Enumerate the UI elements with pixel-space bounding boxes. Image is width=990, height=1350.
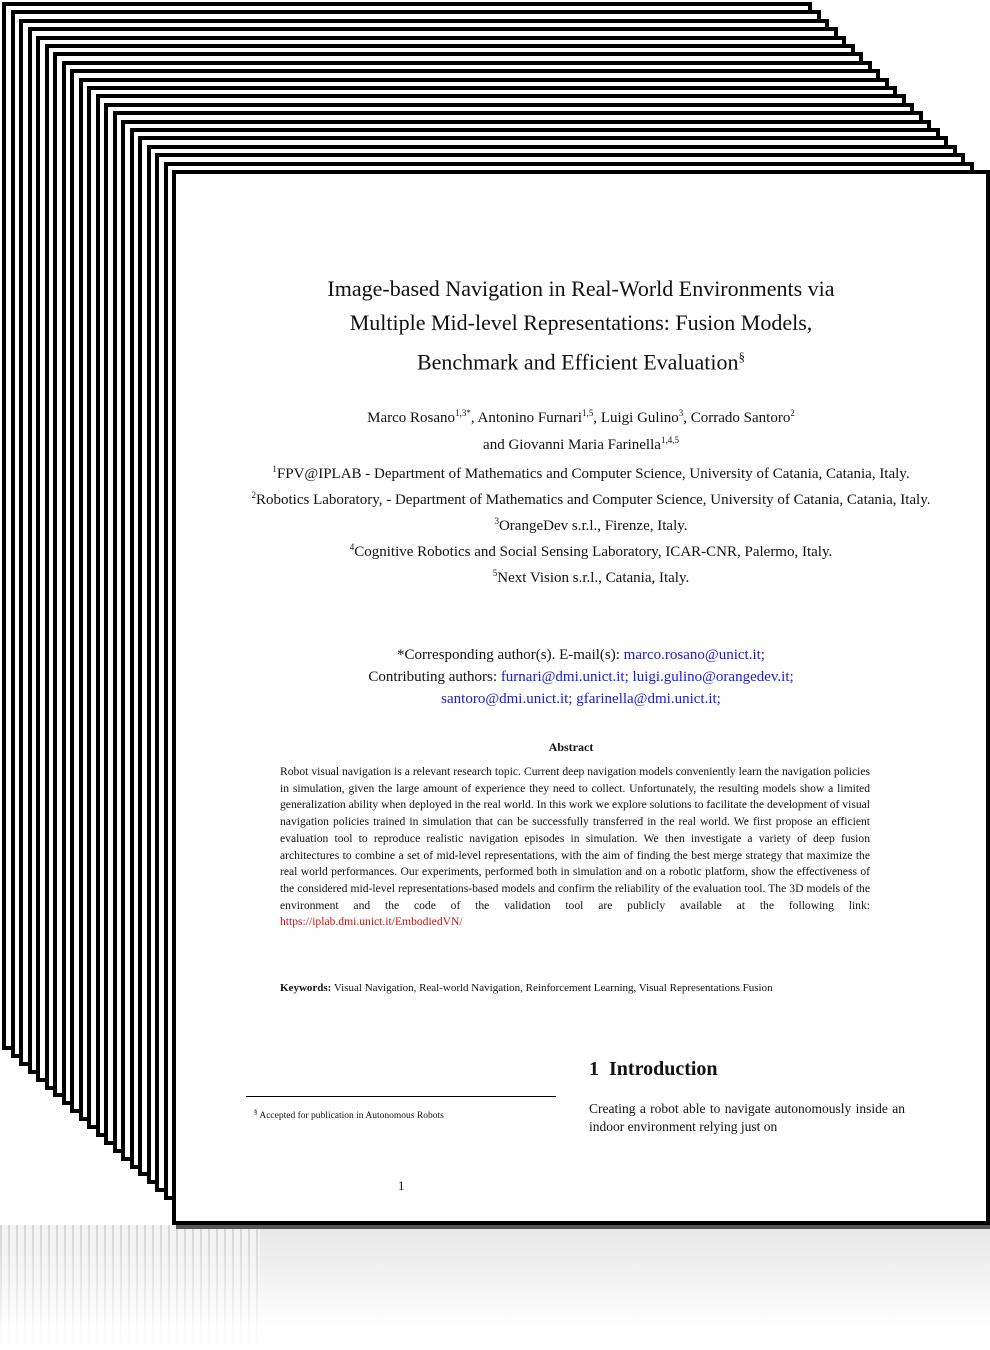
affiliation: $^3$OrangeDev s.r.l., Firenze, Italy.	[494, 516, 688, 534]
page-reflection	[0, 1225, 990, 1350]
introduction-text: Creating a robot able to navigate autonomously inside an indoor environment relying just on	[589, 1101, 905, 1134]
author-name: Corrado Santoro	[690, 410, 791, 426]
email-link[interactable]: gfarinella@dmi.unict.it;	[576, 691, 721, 707]
affiliation: $^4$Cognitive Robotics and Social Sensing Laboratory, ICAR-CNR, Palermo, Italy.	[349, 542, 833, 560]
project-url-link[interactable]: https://iplab.dmi.unict.it/EmbodiedVN/	[280, 915, 463, 929]
corresponding-author-line: *Corresponding author(s). E-mail(s): marco.rosano@unict.it;	[397, 647, 765, 663]
contributing-authors-line	[176, 688, 986, 710]
author-name: Giovanni Maria Farinella	[508, 437, 661, 453]
title-line-1: Image-based Navigation in Real-World Environments via	[327, 276, 835, 301]
abstract-text: Robot visual navigation is a relevant research topic. Current deep navigation models conveniently learn the navigation policies in simulation, given the large amount of experience they need to collect. Unfortunately, the resulting models show a limited generalization ability when deployed in the real world. In this work we explore solutions to facilitate the development of visual navigation policies trained in simulation that can be successfully transferred in the real world. We first propose an efficient evaluation tool to reproduce realistic navigation episodes in simulation. We then investigate a variety of deep fusion architectures to combine a set of mid-level representations, with the aim of finding the best merge strategy that maximize the real world performances. Our experiments, performed both in simulation and on a robotic platform, show the effectiveness of the considered mid-level representations-based models and confirm the reliability of the evaluation tool. The 3D models of the environment and the code of the validation tool are publicly available at the following link:	[280, 765, 870, 912]
section-number: 1	[589, 1058, 599, 1080]
author-name: Luigi Gulino	[600, 410, 679, 426]
email-link[interactable]: furnari@dmi.unict.it;	[500, 669, 629, 685]
author-name: Antonino Furnari	[477, 410, 583, 426]
author-list	[176, 402, 986, 456]
affiliation: $^1$FPV@IPLAB - Department of Mathematics and Computer Science, University of Catania, Catania, Italy.	[272, 464, 910, 482]
keywords-label: Keywords:	[280, 982, 332, 994]
contributing-authors-line: Contributing authors: furnari@dmi.unict.it; luigi.gulino@orangedev.it;	[368, 669, 794, 685]
author-line-1: Marco Rosano$^{1,3*}$, Antonino Furnari$^{1,5}$, Luigi Gulino$^3$, Corrado Santoro$^2$	[367, 408, 795, 426]
section-heading-introduction	[589, 1058, 718, 1081]
affiliation: $^5$Next Vision s.r.l., Catania, Italy.	[492, 568, 690, 586]
page-number: 1	[398, 1178, 405, 1193]
footnote-mark: §	[254, 1108, 258, 1116]
section-title: Introduction	[609, 1058, 718, 1080]
keywords	[280, 981, 870, 996]
title-line-2: Multiple Mid-level Representations: Fusion Models,	[349, 310, 813, 335]
paper-title	[176, 272, 986, 379]
author-line-2: and Giovanni Maria Farinella$^{1,4,5}$	[483, 435, 679, 453]
paper-first-page	[172, 170, 990, 1225]
email-link[interactable]: marco.rosano@unict.it;	[623, 647, 765, 663]
footnote	[254, 1108, 444, 1121]
author-name: Marco Rosano	[367, 410, 456, 426]
title-line-3: Benchmark and Efficient Evaluation§	[416, 349, 746, 375]
footnote-rule	[246, 1096, 556, 1097]
contact-info	[176, 644, 986, 710]
email-link[interactable]: santoro@dmi.unict.it;	[441, 691, 573, 707]
affiliation: $^2$Robotics Laboratory, - Department of Mathematics and Computer Science, University of Catania, Catania, Italy.	[251, 490, 931, 508]
reflection-stripes	[0, 1225, 260, 1350]
footnote-text: Accepted for publication in Autonomous Robots	[259, 1111, 444, 1122]
title-footnote-mark: §	[738, 349, 746, 364]
email-link[interactable]: luigi.gulino@orangedev.it;	[632, 669, 794, 685]
affiliation-list	[246, 459, 936, 589]
abstract-heading: Abstract	[548, 740, 594, 754]
abstract-body	[280, 764, 870, 931]
keywords-text: Visual Navigation, Real-world Navigation, Reinforcement Learning, Visual Representations Fusion	[333, 982, 773, 994]
